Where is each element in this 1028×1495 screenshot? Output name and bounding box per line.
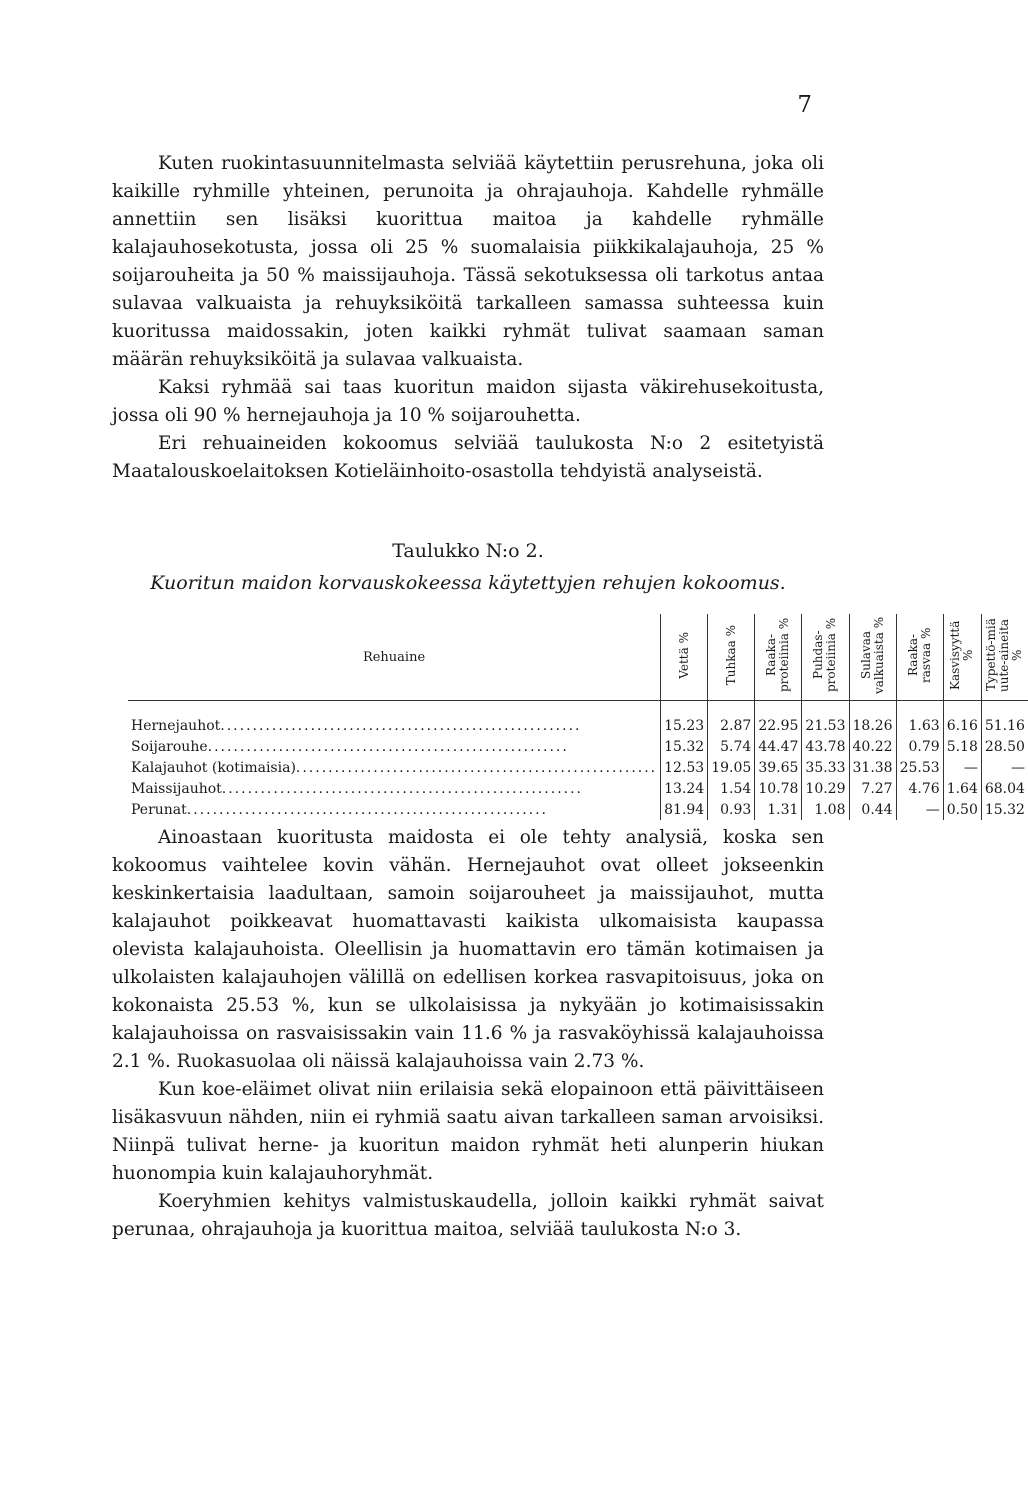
header-ash: Tuhkaa % <box>708 614 755 701</box>
paragraph: Ainoastaan kuoritusta maidosta ei ole tehty analysiä, koska sen kokoomus vaihtelee kovin vähän. Hernejauhot ovat olleet jokseenkin keskinkertaisia laadultaan, samoin soijarouheet ja maissijauhot, mutta kalajauhot poikkeavat huomattavasti kaikista ulkomaisista kaupassa olevista kalajauhoista. Oleellisin ja huomattavin ero tämän kotimaisen ja ulkolaisten kalajauhojen välillä on edellisen korkea rasvapitoisuus, joka on kokonaista 25.53 %, kun se ulkolaisissa ja nykyään jo kotimaisissakin kalajauhoissa on rasvaisissakin vain 11.6 % ja rasvaköyhissä kalajauhoissa 2.1 %. Ruokasuolaa oli näissä kalajauhoissa vain 2.73 %. <box>112 827 824 1072</box>
composition-table <box>128 614 1028 820</box>
table-title: Kuoritun maidon korvauskokeessa käytettyjen rehujen kokoomus. <box>150 572 786 594</box>
table-row: Kalajauhot (kotimaisia) ..... 12.53 19.05 39.65 35.33 31.38 25.53 — — <box>128 757 1028 778</box>
paragraph: Eri rehuaineiden kokoomus selviää taulukosta N:o 2 esitetyistä Maatalouskoelaitoksen Kotieläinhoito-osastolla tehdyistä analyseistä. <box>112 433 824 482</box>
paragraph: Koeryhmien kehitys valmistuskaudella, jolloin kaikki ryhmät saivat perunaa, ohrajauhoja ja kuorittua maitoa, selviää taulukosta N:o 3. <box>112 1191 824 1240</box>
header-crude-fat: Raaka-rasvaa % <box>896 614 943 701</box>
paragraph: Kaksi ryhmää sai taas kuoritun maidon sijasta väkirehusekoitusta, jossa oli 90 % hernejauhoja ja 10 % soijarouhetta. <box>112 377 824 426</box>
table-row: Maissijauhot ..... 13.24 1.54 10.78 10.29 7.27 4.76 1.64 68.04 <box>128 778 1028 799</box>
header-crude-protein: Raaka-proteiinia % <box>755 614 802 701</box>
header-pure-protein: Puhdas-proteiinia % <box>802 614 849 701</box>
header-feed: Rehuaine <box>128 614 661 701</box>
table-row: Soijarouhe ..... 15.32 5.74 44.47 43.78 40.22 0.79 5.18 28.50 <box>128 736 1028 757</box>
header-fiber: Kasvisyyttä % <box>943 614 981 701</box>
paragraph: Kun koe-eläimet olivat niin erilaisia sekä elopainoon että päivittäiseen lisäkasvuun nähden, niin ei ryhmiä saatu aivan tarkalleen saman arvoisiksi. Niinpä tulivat herne- ja kuoritun maidon ryhmät heti alunperin hiukan huonompia kuin kalajauhoryhmät. <box>112 1079 824 1184</box>
table-row: Hernejauhot ..... 15.23 2.87 22.95 21.53 18.26 1.63 6.16 51.16 <box>128 715 1028 736</box>
header-water: Vettä % <box>661 614 708 701</box>
header-nfe: Typettö-miä uute-aineita % <box>981 614 1028 701</box>
intro-text <box>112 150 824 486</box>
table-number: Taulukko N:o 2. <box>392 540 544 562</box>
after-text <box>112 824 824 1244</box>
header-digestible-protein: Sulavaa valkuaista % <box>849 614 896 701</box>
page-number: 7 <box>797 92 812 118</box>
table-header-row <box>128 614 1028 701</box>
paragraph: Kuten ruokintasuunnitelmasta selviää käytettiin perusrehuna, joka oli kaikille ryhmille yhteinen, perunoita ja ohrajauhoja. Kahdelle ryhmälle annettiin sen lisäksi kuorittua maitoa ja kahdelle ryhmälle kalajauhosekotusta, jossa oli 25 % suomalaisia piikkikalajauhoja, 25 % soijarouheita ja 50 % maissijauhoja. Tässä sekotuksessa oli tarkotus antaa sulavaa valkuaista ja rehuyksiköitä tarkalleen samassa suhteessa kuin kuoritussa maidossakin, joten kaikki ryhmät tulivat saamaan saman määrän rehuyksiköitä ja sulavaa valkuaista. <box>112 153 824 370</box>
spacer-row <box>128 701 1028 716</box>
table-row: Perunat ..... 81.94 0.93 1.31 1.08 0.44 — 0.50 15.32 <box>128 799 1028 820</box>
